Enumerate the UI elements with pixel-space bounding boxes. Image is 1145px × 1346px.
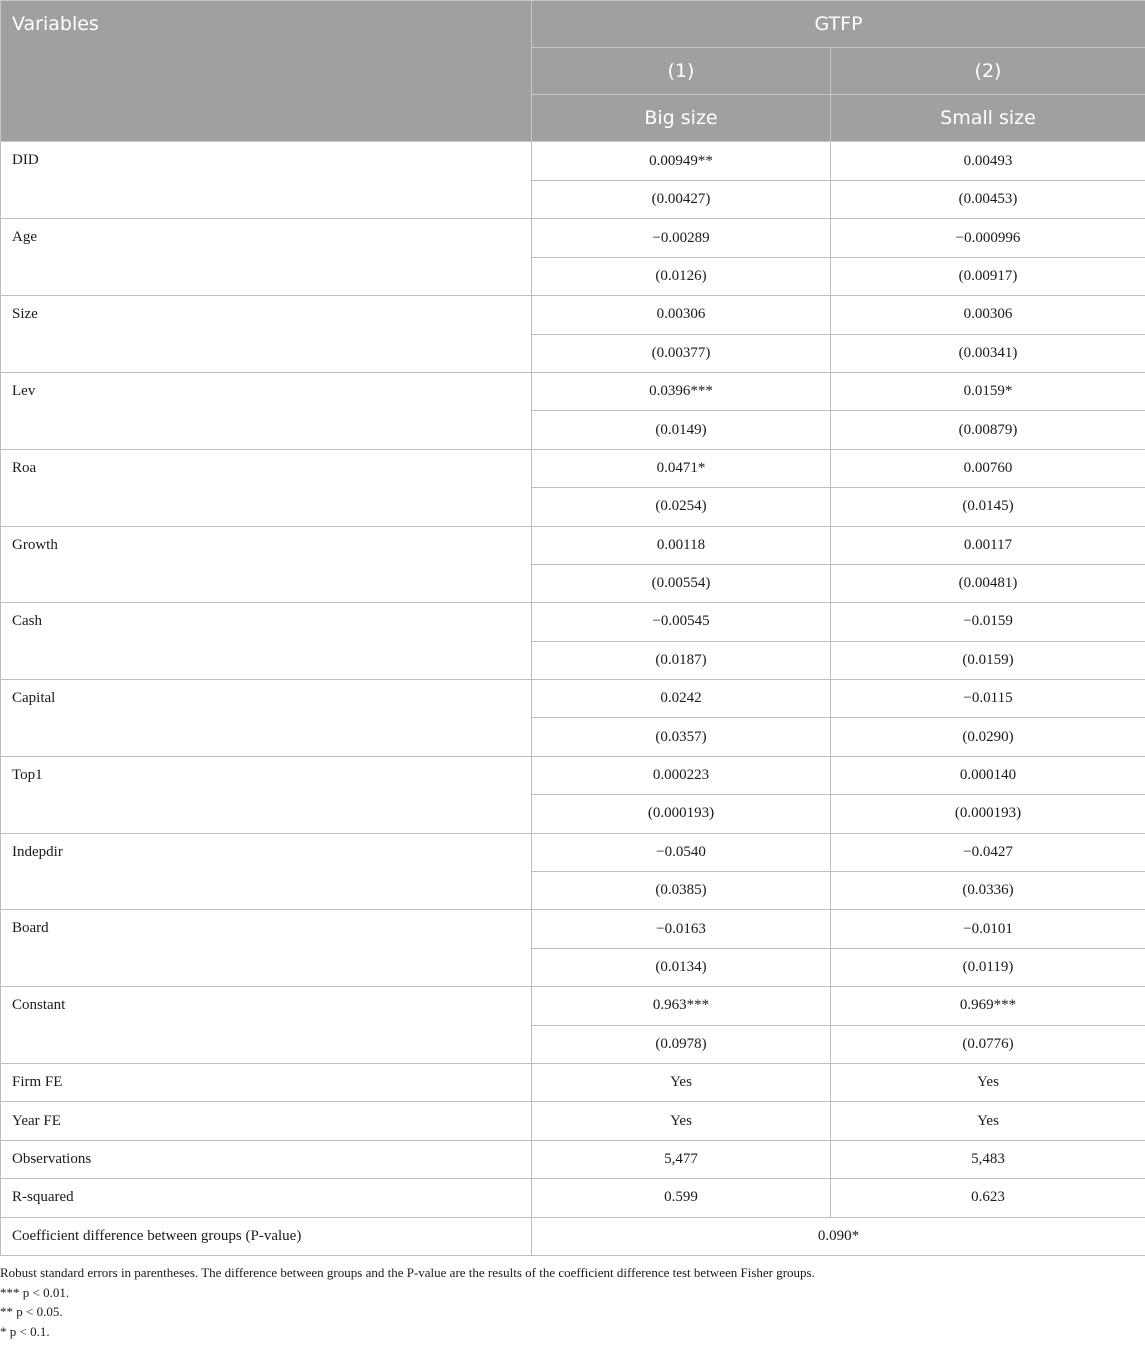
stat-value: Yes bbox=[831, 1102, 1145, 1140]
coefficient-cell: 0.0242 bbox=[532, 680, 831, 718]
coefficient-cell: 0.000223 bbox=[532, 756, 831, 794]
variables-header: Variables bbox=[1, 1, 532, 142]
std-error-cell: (0.00879) bbox=[831, 411, 1145, 449]
stat-value: Yes bbox=[532, 1063, 831, 1101]
coefficient-cell: 0.000140 bbox=[831, 756, 1145, 794]
row-label: Top1 bbox=[1, 756, 532, 833]
std-error-cell: (0.00453) bbox=[831, 181, 1145, 219]
column-2-number: (2) bbox=[831, 48, 1145, 95]
stat-value: 5,477 bbox=[532, 1140, 831, 1178]
std-error-cell: (0.00377) bbox=[532, 334, 831, 372]
std-error-cell: (0.000193) bbox=[532, 795, 831, 833]
coefficient-cell: −0.0427 bbox=[831, 833, 1145, 871]
std-error-cell: (0.0145) bbox=[831, 488, 1145, 526]
coefficient-cell: −0.0101 bbox=[831, 910, 1145, 948]
coefficient-cell: 0.00760 bbox=[831, 449, 1145, 487]
stat-value: 0.623 bbox=[831, 1179, 1145, 1217]
stat-value: Yes bbox=[532, 1102, 831, 1140]
coefficient-cell: −0.0163 bbox=[532, 910, 831, 948]
row-label: Roa bbox=[1, 449, 532, 526]
coefficient-difference-row bbox=[1, 1217, 1145, 1255]
std-error-cell: (0.0357) bbox=[532, 718, 831, 756]
table-row bbox=[1, 526, 1145, 564]
stats-row bbox=[1, 1179, 1145, 1217]
row-label: Capital bbox=[1, 680, 532, 757]
std-error-cell: (0.0187) bbox=[532, 641, 831, 679]
stat-label: Firm FE bbox=[1, 1063, 532, 1101]
std-error-cell: (0.0134) bbox=[532, 948, 831, 986]
note-robust-se: Robust standard errors in parentheses. The difference between groups and the P-value are the results of the coefficient difference test between Fisher groups. bbox=[0, 1265, 815, 1280]
coefficient-difference-label: Coefficient difference between groups (P-value) bbox=[1, 1217, 532, 1255]
row-label: DID bbox=[1, 142, 532, 219]
dependent-variable-header: GTFP bbox=[532, 1, 1145, 48]
table-row bbox=[1, 987, 1145, 1025]
table-row bbox=[1, 449, 1145, 487]
std-error-cell: (0.00427) bbox=[532, 181, 831, 219]
coefficient-cell: −0.00545 bbox=[532, 603, 831, 641]
coefficient-cell: 0.00306 bbox=[831, 296, 1145, 334]
coefficient-cell: −0.000996 bbox=[831, 219, 1145, 257]
coefficient-cell: 0.00949** bbox=[532, 142, 831, 181]
table-body bbox=[1, 142, 1145, 1256]
coefficient-cell: 0.00493 bbox=[831, 142, 1145, 181]
std-error-cell: (0.0290) bbox=[831, 718, 1145, 756]
table-row bbox=[1, 910, 1145, 948]
table-row bbox=[1, 756, 1145, 794]
coefficient-cell: 0.00118 bbox=[532, 526, 831, 564]
table-row bbox=[1, 219, 1145, 257]
std-error-cell: (0.00554) bbox=[532, 564, 831, 602]
std-error-cell: (0.00481) bbox=[831, 564, 1145, 602]
std-error-cell: (0.0776) bbox=[831, 1025, 1145, 1063]
std-error-cell: (0.0159) bbox=[831, 641, 1145, 679]
stats-row bbox=[1, 1102, 1145, 1140]
stat-value: 5,483 bbox=[831, 1140, 1145, 1178]
stats-row bbox=[1, 1063, 1145, 1101]
coefficient-cell: 0.963*** bbox=[532, 987, 831, 1025]
stats-row bbox=[1, 1140, 1145, 1178]
std-error-cell: (0.0254) bbox=[532, 488, 831, 526]
coefficient-cell: 0.00117 bbox=[831, 526, 1145, 564]
std-error-cell: (0.0126) bbox=[532, 257, 831, 295]
std-error-cell: (0.0978) bbox=[532, 1025, 831, 1063]
coefficient-cell: 0.0396*** bbox=[532, 372, 831, 410]
std-error-cell: (0.00917) bbox=[831, 257, 1145, 295]
std-error-cell: (0.0385) bbox=[532, 872, 831, 910]
table-notes bbox=[0, 1263, 1145, 1341]
row-label: Age bbox=[1, 219, 532, 296]
column-1-group: Big size bbox=[532, 95, 831, 142]
std-error-cell: (0.00341) bbox=[831, 334, 1145, 372]
table-row bbox=[1, 833, 1145, 871]
std-error-cell: (0.0336) bbox=[831, 872, 1145, 910]
row-label: Board bbox=[1, 910, 532, 987]
coefficient-cell: −0.00289 bbox=[532, 219, 831, 257]
row-label: Indepdir bbox=[1, 833, 532, 910]
coefficient-cell: 0.969*** bbox=[831, 987, 1145, 1025]
table-row bbox=[1, 680, 1145, 718]
coefficient-cell: 0.0159* bbox=[831, 372, 1145, 410]
row-label: Constant bbox=[1, 987, 532, 1064]
coefficient-cell: −0.0540 bbox=[532, 833, 831, 871]
coefficient-cell: −0.0115 bbox=[831, 680, 1145, 718]
table-header bbox=[1, 1, 1145, 142]
note-significance-5pct: ** p < 0.05. bbox=[0, 1304, 63, 1319]
coefficient-cell: 0.00306 bbox=[532, 296, 831, 334]
coefficient-difference-value: 0.090* bbox=[532, 1217, 1145, 1255]
note-significance-1pct: *** p < 0.01. bbox=[0, 1284, 70, 1300]
table-row bbox=[1, 296, 1145, 334]
row-label: Lev bbox=[1, 372, 532, 449]
stat-value: Yes bbox=[831, 1063, 1145, 1101]
column-2-group: Small size bbox=[831, 95, 1145, 142]
std-error-cell: (0.0149) bbox=[532, 411, 831, 449]
table-row bbox=[1, 142, 1145, 181]
stat-value: 0.599 bbox=[532, 1179, 831, 1217]
coefficient-cell: −0.0159 bbox=[831, 603, 1145, 641]
note-significance-10pct: * p < 0.1. bbox=[0, 1323, 50, 1339]
row-label: Cash bbox=[1, 603, 532, 680]
row-label: Size bbox=[1, 296, 532, 373]
column-1-number: (1) bbox=[532, 48, 831, 95]
coefficient-cell: 0.0471* bbox=[532, 449, 831, 487]
table-row bbox=[1, 372, 1145, 410]
table-row bbox=[1, 603, 1145, 641]
std-error-cell: (0.000193) bbox=[831, 795, 1145, 833]
std-error-cell: (0.0119) bbox=[831, 948, 1145, 986]
stat-label: Year FE bbox=[1, 1102, 532, 1140]
stat-label: Observations bbox=[1, 1140, 532, 1178]
stat-label: R-squared bbox=[1, 1179, 532, 1217]
row-label: Growth bbox=[1, 526, 532, 603]
